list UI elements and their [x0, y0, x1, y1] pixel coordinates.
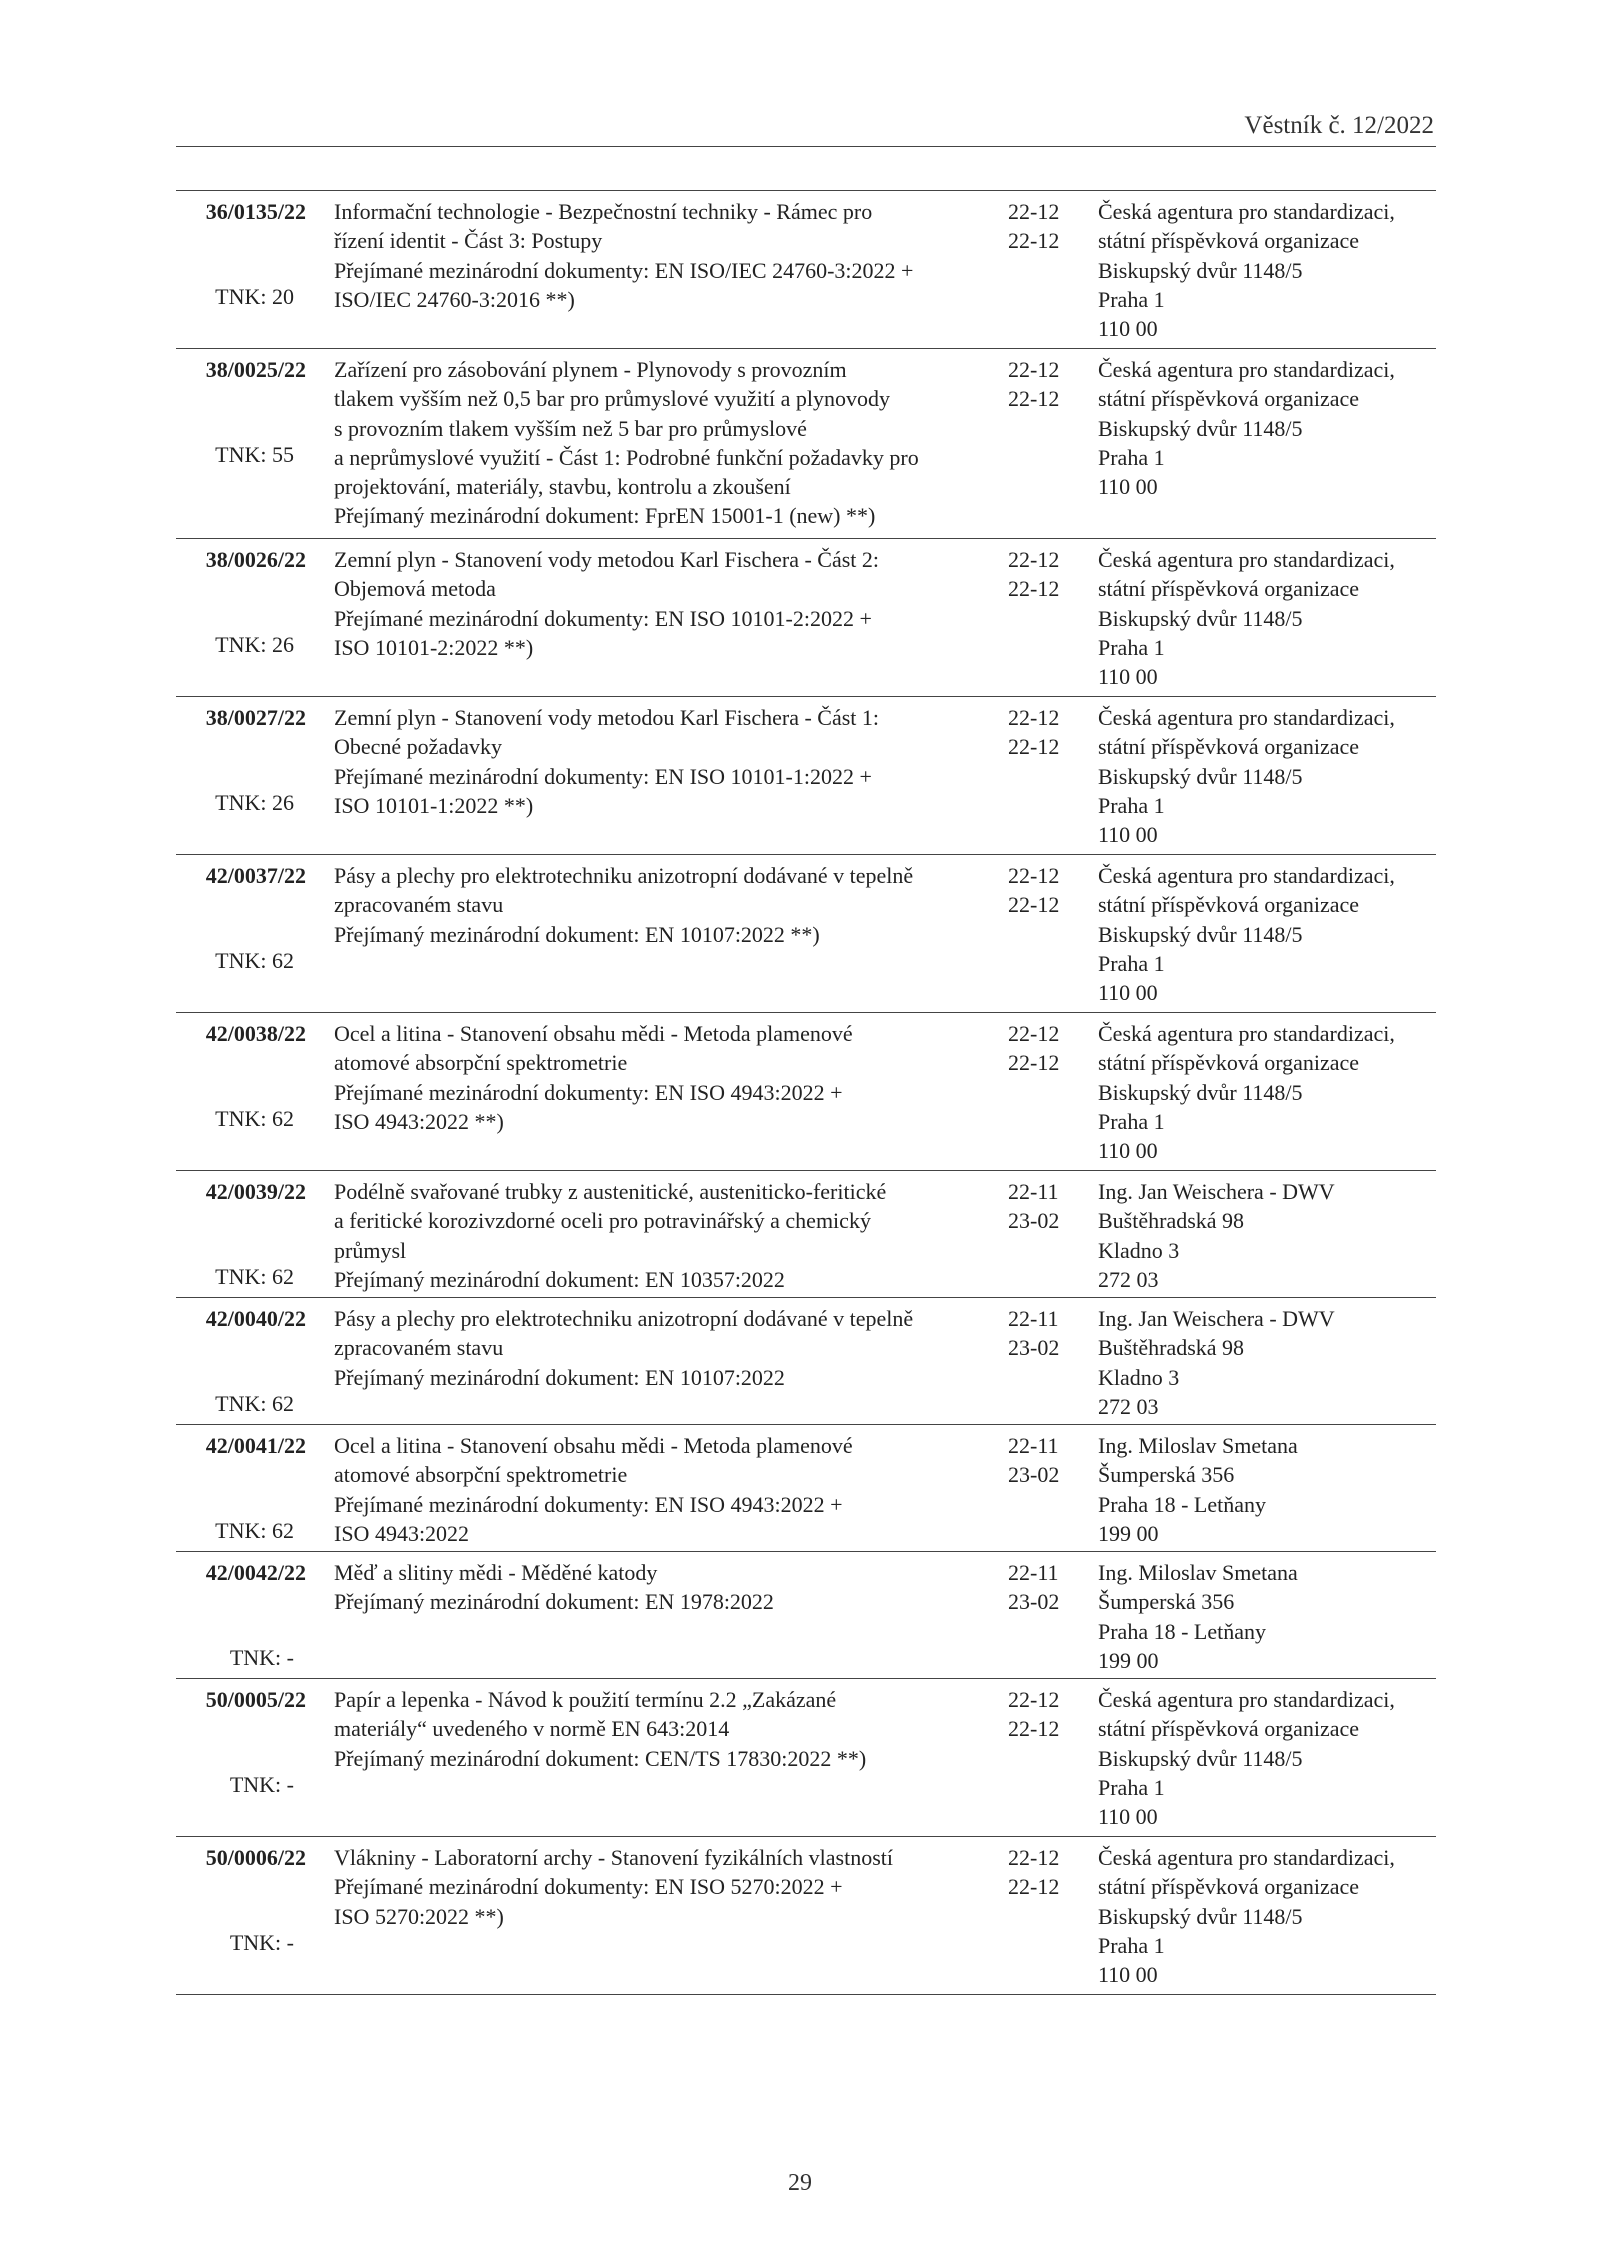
contact-line: Česká agentura pro standardizaci,: [1098, 199, 1395, 224]
description-line: Zemní plyn - Stanovení vody metodou Karl Fischera - Část 2:: [334, 547, 880, 572]
tnk-label: TNK: 62: [215, 1518, 294, 1543]
date-codes: [1008, 545, 1078, 604]
description-line: ISO 4943:2022: [334, 1520, 470, 1546]
description-line: Zemní plyn - Stanovení vody metodou Karl Fischera - Část 1:: [334, 705, 880, 730]
description-line: Přejímané mezinárodní dokumenty: EN ISO 4943:2022 +: [334, 1491, 843, 1517]
contact-line: 110 00: [1098, 822, 1158, 848]
date-code: 22-11: [1008, 1433, 1059, 1458]
date-code: 23-02: [1008, 1335, 1060, 1361]
document-number: 42/0041/22: [205, 1433, 306, 1458]
table-row: [176, 855, 1436, 1013]
contact-line: Praha 1: [1098, 634, 1165, 660]
contact-line: 110 00: [1098, 316, 1158, 342]
tnk-label: TNK: 55: [215, 442, 294, 467]
tnk-label: TNK: 20: [215, 284, 294, 309]
contact-line: Kladno 3: [1098, 1364, 1180, 1390]
contact-line: Česká agentura pro standardizaci,: [1098, 1845, 1395, 1870]
description-line: Pásy a plechy pro elektrotechniku anizotropní dodávané v tepelně: [334, 863, 914, 888]
tnk-label: TNK: -: [229, 1930, 294, 1955]
standard-description: [334, 1019, 994, 1136]
contact-line: 110 00: [1098, 980, 1158, 1006]
description-line: Měď a slitiny mědi - Měděné katody: [334, 1560, 658, 1585]
contact-line: Buštěhradská 98: [1098, 1208, 1245, 1234]
description-line: tlakem vyšším než 0,5 bar pro průmyslové využití a plynovody: [334, 386, 891, 412]
contact-line: Ing. Jan Weischera - DWV: [1098, 1306, 1335, 1331]
table-row: [176, 1679, 1436, 1837]
contact-line: 110 00: [1098, 474, 1158, 500]
description-line: Přejímaný mezinárodní dokument: EN 1978:2022: [334, 1589, 774, 1615]
contact-address: [1098, 355, 1436, 501]
contact-line: Praha 1: [1098, 286, 1165, 312]
description-line: Informační technologie - Bezpečnostní techniky - Rámec pro: [334, 199, 873, 224]
description-line: Přejímaný mezinárodní dokument: EN 10107:2022: [334, 1364, 785, 1390]
tnk-label: TNK: -: [229, 1772, 294, 1797]
standard-description: [334, 1431, 994, 1548]
date-code: 22-12: [1008, 547, 1060, 572]
description-line: průmysl: [334, 1237, 407, 1263]
table-row: [176, 1013, 1436, 1171]
date-codes: [1008, 1685, 1078, 1744]
description-line: a feritické korozivzdorné oceli pro potravinářský a chemický: [334, 1208, 871, 1234]
date-code: 22-12: [1008, 1021, 1060, 1046]
date-codes: [1008, 1431, 1078, 1490]
date-codes: [1008, 1304, 1078, 1363]
date-codes: [1008, 1177, 1078, 1236]
description-line: projektování, materiály, stavbu, kontrolu a zkoušení: [334, 474, 791, 500]
description-line: Vlákniny - Laboratorní archy - Stanovení fyzikálních vlastností: [334, 1845, 894, 1870]
table-row: [176, 1298, 1436, 1425]
tnk-label: TNK: 62: [215, 948, 294, 973]
page-header: [176, 112, 1436, 147]
document-number: 42/0042/22: [205, 1560, 306, 1585]
document-number: 38/0026/22: [205, 547, 306, 572]
date-code: 22-12: [1008, 705, 1060, 730]
description-line: Obecné požadavky: [334, 734, 502, 760]
tnk-label: TNK: -: [229, 1645, 294, 1670]
tnk-label: TNK: 26: [215, 790, 294, 815]
contact-line: státní příspěvková organizace: [1098, 576, 1360, 602]
contact-address: [1098, 197, 1436, 343]
description-line: Objemová metoda: [334, 576, 496, 602]
contact-line: Česká agentura pro standardizaci,: [1098, 863, 1395, 888]
description-line: Přejímaný mezinárodní dokument: CEN/TS 17830:2022 **): [334, 1745, 867, 1771]
date-code: 22-12: [1008, 386, 1060, 412]
date-codes: [1008, 1019, 1078, 1078]
contact-line: Šumperská 356: [1098, 1589, 1235, 1615]
contact-line: státní příspěvková organizace: [1098, 1716, 1360, 1742]
document-number: 50/0005/22: [205, 1687, 306, 1712]
contact-line: Biskupský dvůr 1148/5: [1098, 1079, 1303, 1105]
contact-line: Kladno 3: [1098, 1237, 1180, 1263]
standard-description: [334, 545, 994, 662]
contact-address: [1098, 1685, 1436, 1831]
description-line: Papír a lepenka - Návod k použití termínu 2.2 „Zakázané: [334, 1687, 837, 1712]
contact-line: Česká agentura pro standardizaci,: [1098, 1687, 1395, 1712]
table-row: [176, 539, 1436, 697]
document-number: 38/0025/22: [205, 357, 306, 382]
contact-line: státní příspěvková organizace: [1098, 734, 1360, 760]
document-number: 42/0038/22: [205, 1021, 306, 1046]
date-code: 22-12: [1008, 1716, 1060, 1742]
document-number: 38/0027/22: [205, 705, 306, 730]
table-row: [176, 697, 1436, 855]
description-line: Zařízení pro zásobování plynem - Plynovody s provozním: [334, 357, 847, 382]
description-line: ISO 10101-1:2022 **): [334, 792, 534, 818]
standard-description: [334, 1558, 994, 1617]
date-codes: [1008, 703, 1078, 762]
contact-line: Česká agentura pro standardizaci,: [1098, 705, 1395, 730]
contact-line: 110 00: [1098, 664, 1158, 690]
description-line: Přejímané mezinárodní dokumenty: EN ISO/IEC 24760-3:2022 +: [334, 257, 914, 283]
date-codes: [1008, 197, 1078, 256]
contact-line: Praha 1: [1098, 1932, 1165, 1958]
tnk-label: TNK: 26: [215, 632, 294, 657]
contact-line: Česká agentura pro standardizaci,: [1098, 1021, 1395, 1046]
contact-line: Praha 18 - Letňany: [1098, 1618, 1266, 1644]
description-line: atomové absorpční spektrometrie: [334, 1050, 628, 1076]
date-code: 22-12: [1008, 576, 1060, 602]
description-line: zpracovaném stavu: [334, 1335, 504, 1361]
contact-line: Biskupský dvůr 1148/5: [1098, 415, 1303, 441]
table-row: [176, 191, 1436, 349]
document-number: 50/0006/22: [205, 1845, 306, 1870]
contact-line: Praha 18 - Letňany: [1098, 1491, 1266, 1517]
contact-line: Česká agentura pro standardizaci,: [1098, 357, 1395, 382]
contact-line: Česká agentura pro standardizaci,: [1098, 547, 1395, 572]
contact-line: Biskupský dvůr 1148/5: [1098, 1745, 1303, 1771]
standard-description: [334, 355, 994, 531]
page-number: 29: [788, 2170, 812, 2196]
date-code: 22-12: [1008, 357, 1060, 382]
date-code: 22-12: [1008, 228, 1060, 254]
contact-line: Praha 1: [1098, 950, 1165, 976]
document-number: 42/0040/22: [205, 1306, 306, 1331]
standard-description: [334, 861, 994, 949]
contact-address: [1098, 703, 1436, 849]
contact-line: 199 00: [1098, 1520, 1159, 1546]
document-number: 42/0037/22: [205, 863, 306, 888]
contact-line: 110 00: [1098, 1138, 1158, 1164]
description-line: Ocel a litina - Stanovení obsahu mědi - Metoda plamenové: [334, 1021, 853, 1046]
table-row: [176, 1837, 1436, 1995]
description-line: zpracovaném stavu: [334, 892, 504, 918]
contact-line: Ing. Miloslav Smetana: [1098, 1433, 1298, 1458]
contact-line: Ing. Miloslav Smetana: [1098, 1560, 1298, 1585]
contact-line: Praha 1: [1098, 1108, 1165, 1134]
description-line: Přejímaný mezinárodní dokument: FprEN 15001-1 (new) **): [334, 503, 876, 529]
date-code: 22-12: [1008, 892, 1060, 918]
date-code: 23-02: [1008, 1462, 1060, 1488]
description-line: a neprůmyslové využití - Část 1: Podrobné funkční požadavky pro: [334, 444, 919, 470]
tnk-label: TNK: 62: [215, 1106, 294, 1131]
description-line: řízení identit - Část 3: Postupy: [334, 228, 603, 254]
description-line: Ocel a litina - Stanovení obsahu mědi - Metoda plamenové: [334, 1433, 853, 1458]
document-number: 42/0039/22: [205, 1179, 306, 1204]
tnk-label: TNK: 62: [215, 1264, 294, 1289]
date-code: 22-12: [1008, 199, 1060, 224]
contact-address: [1098, 1019, 1436, 1165]
contact-line: státní příspěvková organizace: [1098, 386, 1360, 412]
contact-address: [1098, 1177, 1436, 1294]
contact-line: státní příspěvková organizace: [1098, 1050, 1360, 1076]
date-code: 22-12: [1008, 1874, 1060, 1900]
table-row: [176, 1171, 1436, 1298]
date-codes: [1008, 861, 1078, 920]
contact-line: Ing. Jan Weischera - DWV: [1098, 1179, 1335, 1204]
description-line: Pásy a plechy pro elektrotechniku anizotropní dodávané v tepelně: [334, 1306, 914, 1331]
contact-address: [1098, 1304, 1436, 1421]
contact-line: státní příspěvková organizace: [1098, 228, 1360, 254]
contact-address: [1098, 861, 1436, 1007]
contact-line: 272 03: [1098, 1393, 1159, 1419]
description-line: ISO 5270:2022 **): [334, 1903, 504, 1929]
contact-line: 110 00: [1098, 1962, 1158, 1988]
table-row: [176, 1552, 1436, 1679]
description-line: atomové absorpční spektrometrie: [334, 1462, 628, 1488]
description-line: ISO 10101-2:2022 **): [334, 634, 534, 660]
description-line: Přejímaný mezinárodní dokument: EN 10357:2022: [334, 1266, 785, 1292]
standard-description: [334, 1843, 994, 1931]
contact-line: Praha 1: [1098, 444, 1165, 470]
date-code: 23-02: [1008, 1589, 1060, 1615]
date-codes: [1008, 1558, 1078, 1617]
contact-line: 272 03: [1098, 1266, 1159, 1292]
contact-line: Biskupský dvůr 1148/5: [1098, 1903, 1303, 1929]
contact-line: Biskupský dvůr 1148/5: [1098, 257, 1303, 283]
document-number: 36/0135/22: [205, 199, 306, 224]
date-codes: [1008, 355, 1078, 414]
standard-description: [334, 1685, 994, 1773]
table-row: [176, 349, 1436, 539]
description-line: Přejímané mezinárodní dokumenty: EN ISO 10101-2:2022 +: [334, 605, 872, 631]
date-code: 23-02: [1008, 1208, 1060, 1234]
contact-address: [1098, 545, 1436, 691]
contact-line: státní příspěvková organizace: [1098, 892, 1360, 918]
description-line: ISO/IEC 24760-3:2016 **): [334, 286, 575, 312]
publication-title: Věstník č. 12/2022: [1244, 112, 1434, 139]
description-line: s provozním tlakem vyšším než 5 bar pro průmyslové: [334, 415, 807, 441]
standard-description: [334, 1177, 994, 1294]
table-row: [176, 1425, 1436, 1552]
date-code: 22-12: [1008, 863, 1060, 888]
date-codes: [1008, 1843, 1078, 1902]
description-line: Přejímané mezinárodní dokumenty: EN ISO 10101-1:2022 +: [334, 763, 872, 789]
tnk-label: TNK: 62: [215, 1391, 294, 1416]
description-line: Přejímané mezinárodní dokumenty: EN ISO 4943:2022 +: [334, 1079, 843, 1105]
date-code: 22-11: [1008, 1560, 1059, 1585]
date-code: 22-12: [1008, 1845, 1060, 1870]
contact-line: 110 00: [1098, 1804, 1158, 1830]
contact-line: Biskupský dvůr 1148/5: [1098, 763, 1303, 789]
contact-line: Praha 1: [1098, 792, 1165, 818]
standard-description: [334, 703, 994, 820]
date-code: 22-12: [1008, 734, 1060, 760]
description-line: ISO 4943:2022 **): [334, 1108, 504, 1134]
contact-line: Buštěhradská 98: [1098, 1335, 1245, 1361]
contact-line: Biskupský dvůr 1148/5: [1098, 605, 1303, 631]
contact-line: Praha 1: [1098, 1774, 1165, 1800]
contact-line: Biskupský dvůr 1148/5: [1098, 921, 1303, 947]
contact-line: 199 00: [1098, 1647, 1159, 1673]
date-code: 22-12: [1008, 1687, 1060, 1712]
contact-line: státní příspěvková organizace: [1098, 1874, 1360, 1900]
description-line: Přejímané mezinárodní dokumenty: EN ISO 5270:2022 +: [334, 1874, 843, 1900]
contact-address: [1098, 1843, 1436, 1989]
standard-description: [334, 1304, 994, 1392]
date-code: 22-11: [1008, 1306, 1059, 1331]
description-line: Podélně svařované trubky z austenitické, austeniticko-feritické: [334, 1179, 887, 1204]
date-code: 22-11: [1008, 1179, 1059, 1204]
standard-description: [334, 197, 994, 314]
contact-address: [1098, 1558, 1436, 1675]
contact-address: [1098, 1431, 1436, 1548]
date-code: 22-12: [1008, 1050, 1060, 1076]
contact-line: Šumperská 356: [1098, 1462, 1235, 1488]
description-line: Přejímaný mezinárodní dokument: EN 10107:2022 **): [334, 921, 820, 947]
description-line: materiály“ uvedeného v normě EN 643:2014: [334, 1716, 730, 1742]
standards-table: [176, 190, 1436, 1995]
